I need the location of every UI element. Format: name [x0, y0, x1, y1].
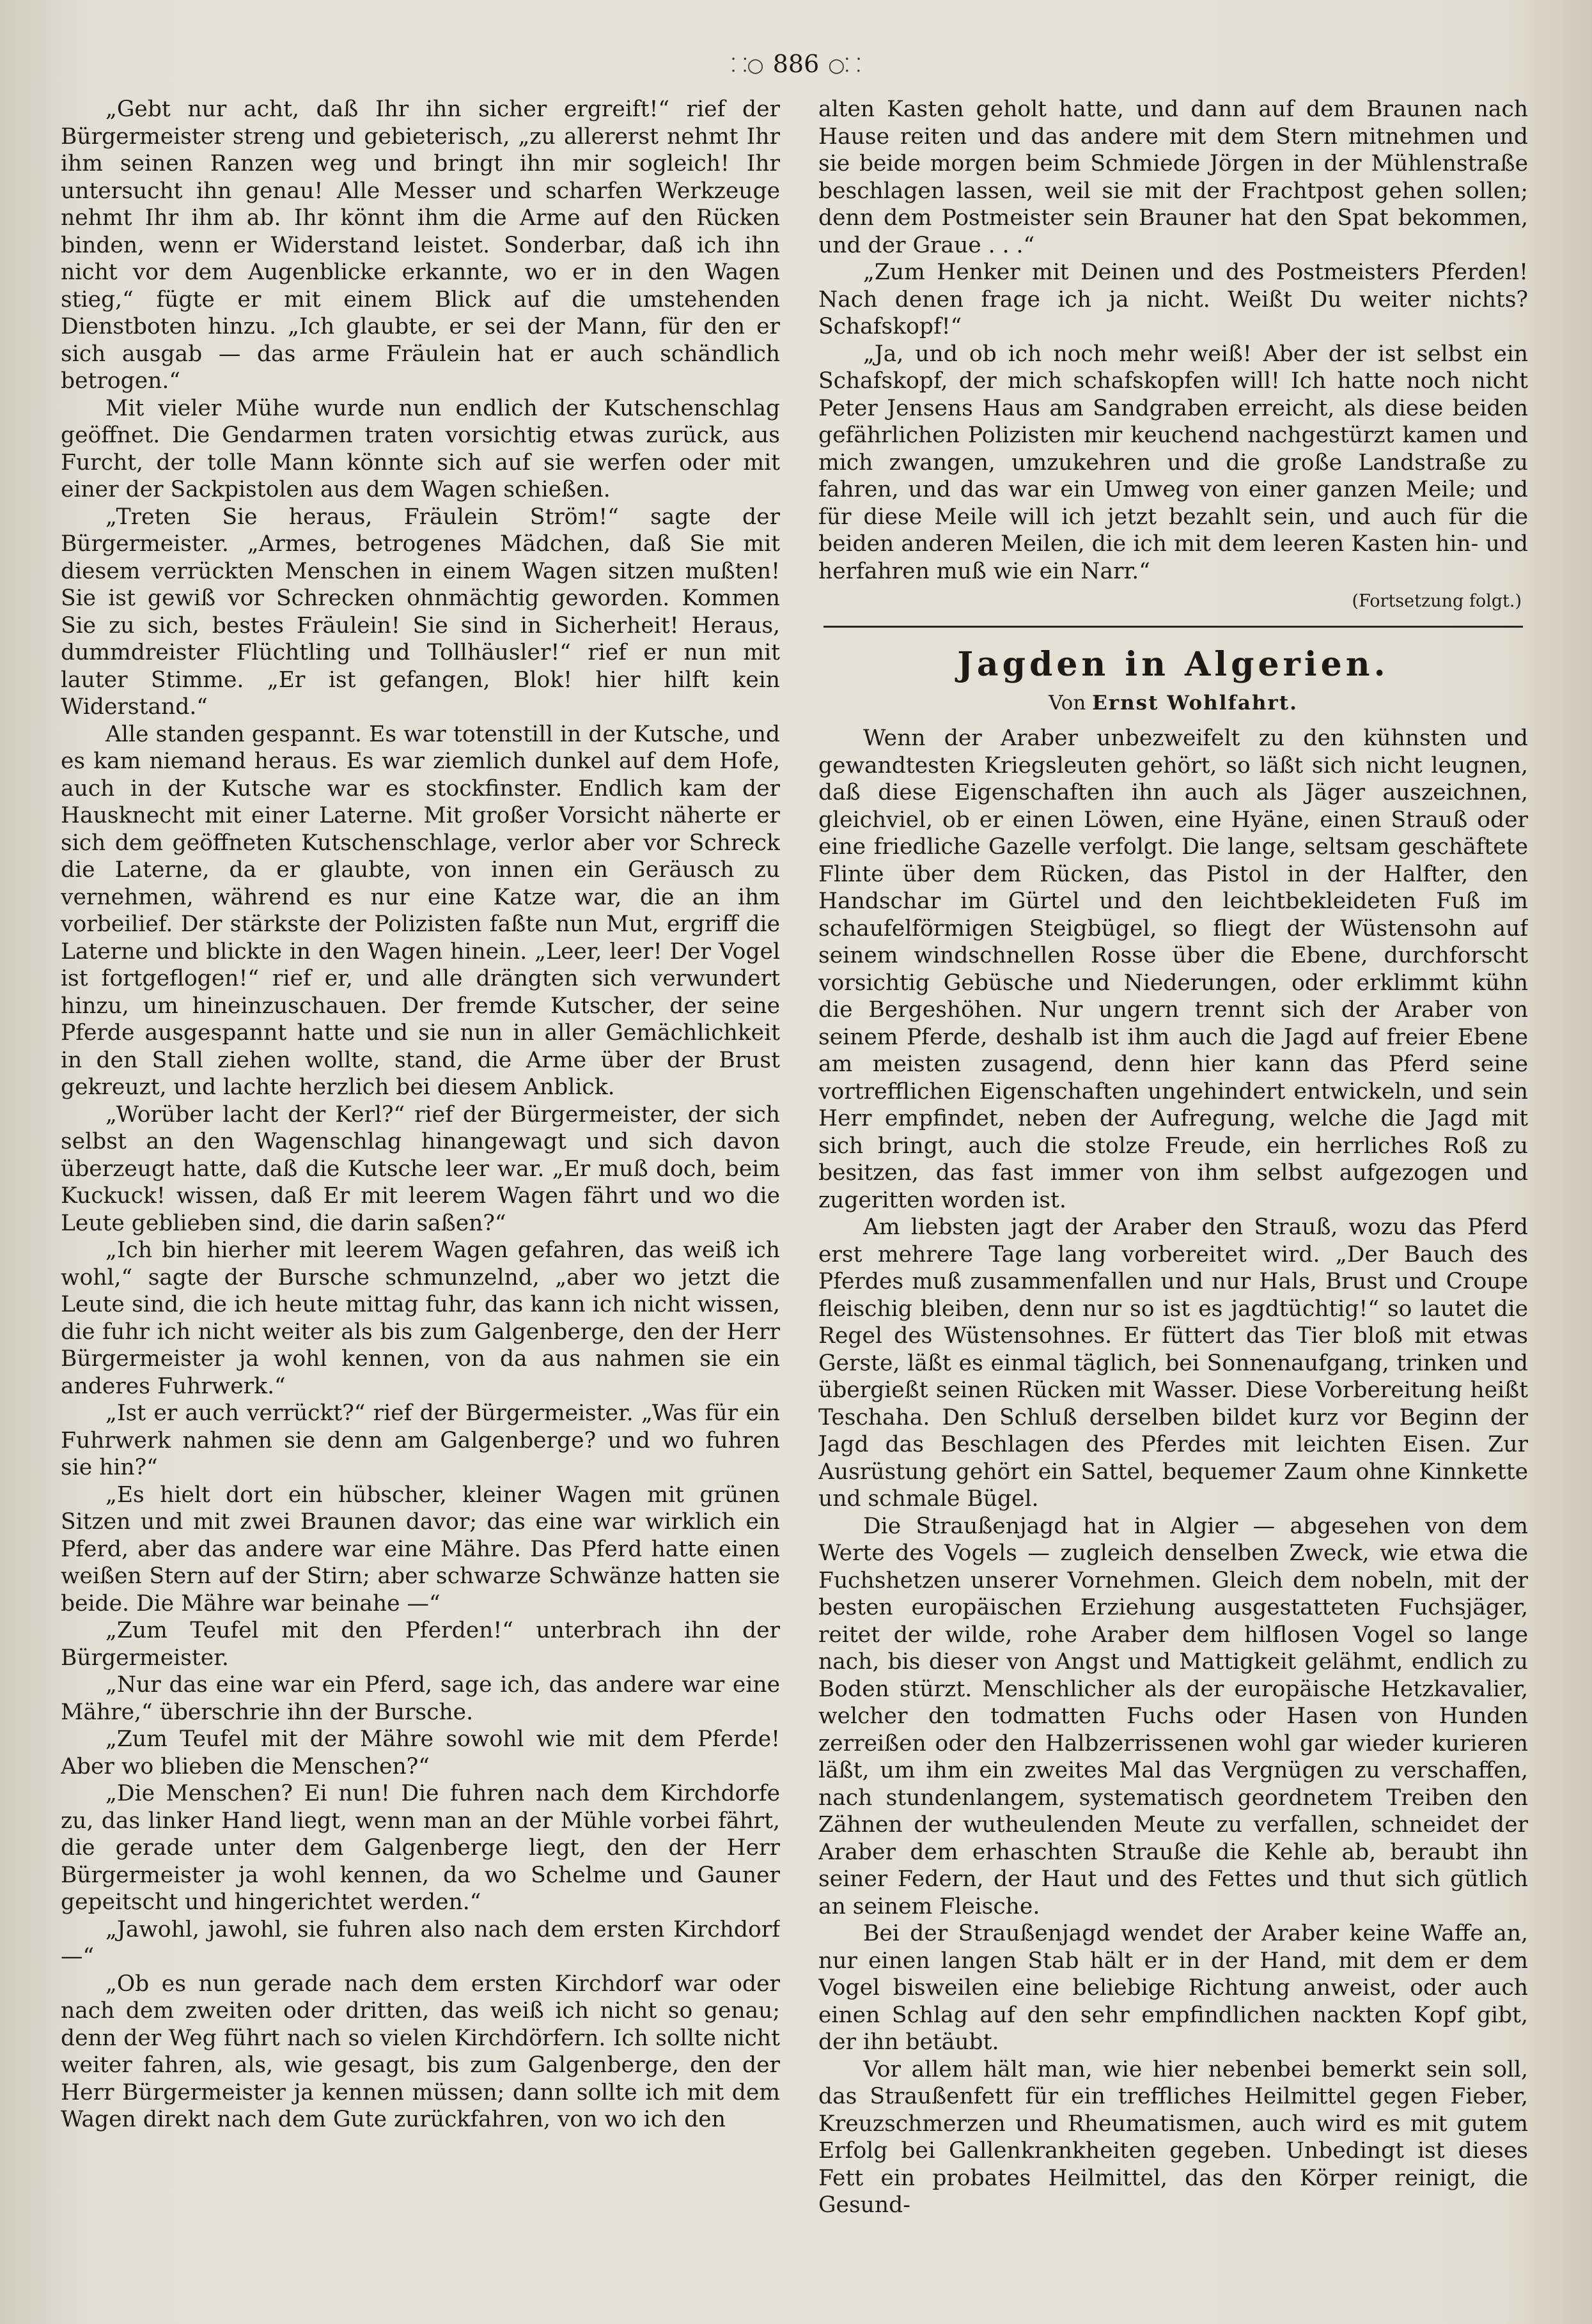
paragraph: „Jawohl, jawohl, sie fuhren also nach dem ersten Kirchdorf —“	[61, 1916, 780, 1969]
paragraph: Bei der Straußenjagd wendet der Araber keine Waffe an, nur einen langen Stab hält er in der Hand, mit dem er dem Vogel bisweilen eine beliebige Richtung anweist, oder auch einen Schlag auf den sehr empfindlichen nackten Kopf gibt, der ihn betäubt.	[818, 1921, 1528, 2055]
paragraph: Am liebsten jagt der Araber den Strauß, wozu das Pferd erst mehrere Tage lang vorbereitet wird. „Der Bauch des Pferdes muß zusammenfallen und nur Hals, Brust und Croupe fleischig bleiben, denn nur so ist es jagdtüchtig!“ so lautet die Regel des Wüstensohnes. Er füttert das Tier bloß mit etwas Gerste, läßt es einmal täglich, bei Sonnenaufgang, trinken und übergießt seinen Rücken mit Wasser. Diese Vorbereitung heißt Teschaha. Den Schluß derselben bildet kurz vor Beginn der Jagd das Beschlagen des Pferdes mit leichten Eisen. Zur Ausrüstung gehört ein Sattel, bequemer Zaum ohne Kinnkette und schmale Bügel.	[818, 1214, 1528, 1512]
page-header	[722, 45, 870, 83]
section-divider	[823, 626, 1523, 628]
paragraph: „Zum Teufel mit der Mähre sowohl wie mit dem Pferde! Aber wo blieben die Menschen?“	[61, 1726, 780, 1779]
paragraph: „Ja, und ob ich noch mehr weiß! Aber der ist selbst ein Schafskopf, der mich schafskopfen will! Ich hatte noch nicht Peter Jensens Haus am Sandgraben erreicht, als diese beiden gefährlichen Polizisten mir keuchend nachgestürzt kamen und mich zwangen, umzukehren und die große Landstraße zu fahren, und das war ein Umweg von einer ganzen Meile; und für diese Meile will ich jetzt bezahlt sein, und auch für die beiden anderen Meilen, die ich mit dem leeren Kasten hin- und herfahren muß wie ein Narr.“	[818, 341, 1528, 584]
continuation-note: (Fortsetzung folgt.)	[1352, 591, 1522, 611]
paragraph: „Es hielt dort ein hübscher, kleiner Wagen mit grünen Sitzen und mit zwei Braunen davor; das eine war wirklich ein Pferd, aber das andere war eine Mähre. Das Pferd hatte einen weißen Stern auf der Stirn; aber schwarze Schwänze hatten sie beide. Die Mähre war beinahe —“	[61, 1482, 780, 1616]
paragraph: „Zum Teufel mit den Pferden!“ unterbrach ihn der Bürgermeister.	[61, 1618, 780, 1671]
byline	[818, 689, 1528, 717]
paragraph: „Ist er auch verrückt?“ rief der Bürgermeister. „Was für ein Fuhrwerk nahmen sie denn am Galgenberge? und wo fuhren sie hin?“	[61, 1400, 780, 1480]
ornament-left-icon: ⸬○	[731, 54, 764, 77]
page-number: 886	[772, 50, 820, 78]
paragraph-continued: alten Kasten geholt hatte, und dann auf dem Braunen nach Hause reiten und das andere mit dem Stern mitnehmen und sie beide morgen beim Schmiede Jörgen in der Mühlenstraße beschlagen lassen, weil sie mit der Frachtpost gehen sollen; denn dem Postmeister sein Brauner hat den Spat bekommen, und der Graue . . .“	[818, 97, 1528, 258]
paragraph: Vor allem hält man, wie hier nebenbei bemerkt sein soll, das Straußenfett für ein treffliches Heilmittel gegen Fieber, Kreuzschmerzen und Rheumatismen, auch wird es mit gutem Erfolg bei Gallenkrankheiten gegeben. Unbedingt ist dieses Fett ein probates Heilmittel, das den Körper reinigt, die Gesund-	[818, 2056, 1528, 2218]
paragraph: „Treten Sie heraus, Fräulein Ström!“ sagte der Bürgermeister. „Armes, betrogenes Mädchen, daß Sie mit diesem verrückten Menschen in einem Wagen sitzen mußten! Sie ist gewiß vor Schrecken ohnmächtig geworden. Kommen Sie zu sich, bestes Fräulein! Sie sind in Sicherheit! Heraus, dummdreister Flüchtling und Tollhäusler!“ rief er nun mit lauter Stimme. „Er ist gefangen, Blok! hier hilft kein Widerstand.“	[61, 504, 780, 720]
paragraph: „Die Menschen? Ei nun! Die fuhren nach dem Kirchdorfe zu, das linker Hand liegt, wenn man an der Mühle vorbei fährt, die gerade unter dem Galgenberge liegt, den der Herr Bürgermeister ja wohl kennen, da wo Schelme und Gauner gepeitscht und hingerichtet werden.“	[61, 1781, 780, 1915]
paragraph: „Nur das eine war ein Pferd, sage ich, das andere war eine Mähre,“ überschrie ihn der Bursche.	[61, 1672, 780, 1725]
paragraph: „Ob es nun gerade nach dem ersten Kirchdorf war oder nach dem zweiten oder dritten, das weiß ich nicht so genau; denn der Weg führt nach so vielen Kirchdörfern. Ich sollte nicht weiter fahren, als, wie gesagt, bis zum Galgenberge, den der Herr Bürgermeister ja kennen müssen; dann sollte ich mit dem Wagen direkt nach dem Gute zurückfahren, von wo ich den	[61, 1971, 780, 2132]
ornament-right-icon: ○⸬	[828, 54, 861, 77]
paragraph: „Zum Henker mit Deinen und des Postmeisters Pferden! Nach denen frage ich ja nicht. Weißt Du weiter nichts? Schafskopf!“	[818, 260, 1528, 339]
paragraph: „Ich bin hierher mit leerem Wagen gefahren, das weiß ich wohl,“ sagte der Bursche schmunzelnd, „aber wo jetzt die Leute sind, die ich heute mittag fuhr, das kann ich nicht wissen, die fuhr ich nicht weiter als bis zum Galgenberge, den der Herr Bürgermeister ja wohl kennen, von da aus nahmen sie ein anderes Fuhrwerk.“	[61, 1237, 780, 1399]
byline-author: Ernst Wohlfahrt.	[1092, 692, 1298, 715]
paragraph: Mit vieler Mühe wurde nun endlich der Kutschenschlag geöffnet. Die Gendarmen traten vorsichtig etwas zurück, aus Furcht, der tolle Mann könnte sich auf sie werfen oder mit einer der Sackpistolen aus dem Wagen schießen.	[61, 395, 780, 502]
right-column	[818, 96, 1528, 2282]
byline-prefix: Von	[1049, 692, 1086, 715]
paragraph: Die Straußenjagd hat in Algier — abgesehen von dem Werte des Vogels — zugleich denselben Zweck, wie etwa die Fuchshetzen unserer Vornehmen. Gleich dem nobeln, mit der besten europäischen Erziehung ausgestatteten Fuchsjäger, reitet der wilde, rohe Araber dem hilflosen Vogel so lange nach, bis dieser von Angst und Mattigkeit gelähmt, endlich zu Boden stürzt. Menschlicher als der europäische Hetzkavalier, welcher den todmatten Fuchs oder Hasen von Hunden zerreißen oder den Halbzerrissenen wohl gar wieder kurieren läßt, um ihm ein zweites Mal das Vergnügen zu verschaffen, nach stundenlangem, systematisch geordnetem Treiben den Zähnen der wutheulenden Meute zu verfallen, schneidet der Araber dem erhaschten Strauße die Kehle ab, beraubt ihn seiner Federn, der Haut und des Fettes und thut sich gütlich an seinem Fleische.	[818, 1513, 1528, 1919]
paragraph: Wenn der Araber unbezweifelt zu den kühnsten und gewandtesten Kriegsleuten gehört, so läßt sich nicht leugnen, daß diese Eigenschaften ihn auch als Jäger auszeichnen, gleichviel, ob er einen Löwen, eine Hyäne, einen Strauß oder eine friedliche Gazelle verfolgt. Die lange, seltsam geschäftete Flinte über dem Rücken, das Pistol in der Halfter, den Handschar im Gürtel und den leichtbekleideten Fuß im schaufelförmigen Steigbügel, so fliegt der Wüstensohn auf seinem windschnellen Rosse über die Ebene, durchforscht vorsichtig Gebüsche und Niederungen, oder erklimmt kühn die Bergeshöhen. Nur ungern trennt sich der Araber von seinem Pferde, deshalb ist ihm auch die Jagd auf freier Ebene am meisten zusagend, denn hier kann das Pferd seine vortrefflichen Eigenschaften ungehindert entwickeln, und sein Herr empfindet, neben der Aufregung, welche die Jagd mit sich bringt, auch die stolze Freude, ein herrliches Roß zu besitzen, das fast immer von ihm selbst aufgezogen und zugeritten worden ist.	[818, 725, 1528, 1213]
article-title: Jagden in Algerien.	[957, 645, 1389, 684]
paragraph: „Worüber lacht der Kerl?“ rief der Bürgermeister, der sich selbst an den Wagenschlag hinangewagt und sich davon überzeugt hatte, daß die Kutsche leer war. „Er muß doch, beim Kuckuck! wissen, daß Er mit leerem Wagen fährt und wo die Leute geblieben sind, die darin saßen?“	[61, 1101, 780, 1236]
left-column	[61, 96, 780, 2282]
paragraph: „Gebt nur acht, daß Ihr ihn sicher ergreift!“ rief der Bürgermeister streng und gebieterisch, „zu allererst nehmt Ihr ihm seinen Ranzen weg und bringt ihn mir sogleich! Ihr untersucht ihn genau! Alle Messer und scharfen Werkzeuge nehmt Ihr ihm ab. Ihr könnt ihm die Arme auf den Rücken binden, wenn er Widerstand leistet. Sonderbar, daß ich ihn nicht vor dem Augenblicke erkannte, wo er in den Wagen stieg,“ fügte er mit einem Blick auf die umstehenden Dienstboten hinzu. „Ich glaubte, er sei der Mann, für den er sich ausgab — das arme Fräulein hat er auch schändlich betrogen.“	[61, 97, 780, 394]
paragraph: Alle standen gespannt. Es war totenstill in der Kutsche, und es kam niemand heraus. Es war ziemlich dunkel auf dem Hofe, auch in der Kutsche war es stockfinster. Endlich kam der Hausknecht mit einer Laterne. Mit großer Vorsicht näherte er sich dem geöffneten Kutschenschlage, verlor aber vor Schreck die Laterne, da er glaubte, von innen ein Geräusch zu vernehmen, während es nur eine Katze war, die an ihm vorbeilief. Der stärkste der Polizisten faßte nun Mut, ergriff die Laterne und blickte in den Wagen hinein. „Leer, leer! Der Vogel ist fortgeflogen!“ rief er, und alle drängten sich verwundert hinzu, um hineinzuschauen. Der fremde Kutscher, der seine Pferde ausgespannt hatte und sie nun in aller Gemächlichkeit in den Stall ziehen wollte, stand, die Arme über der Brust gekreuzt, und lachte herzlich bei diesem Anblick.	[61, 721, 780, 1100]
